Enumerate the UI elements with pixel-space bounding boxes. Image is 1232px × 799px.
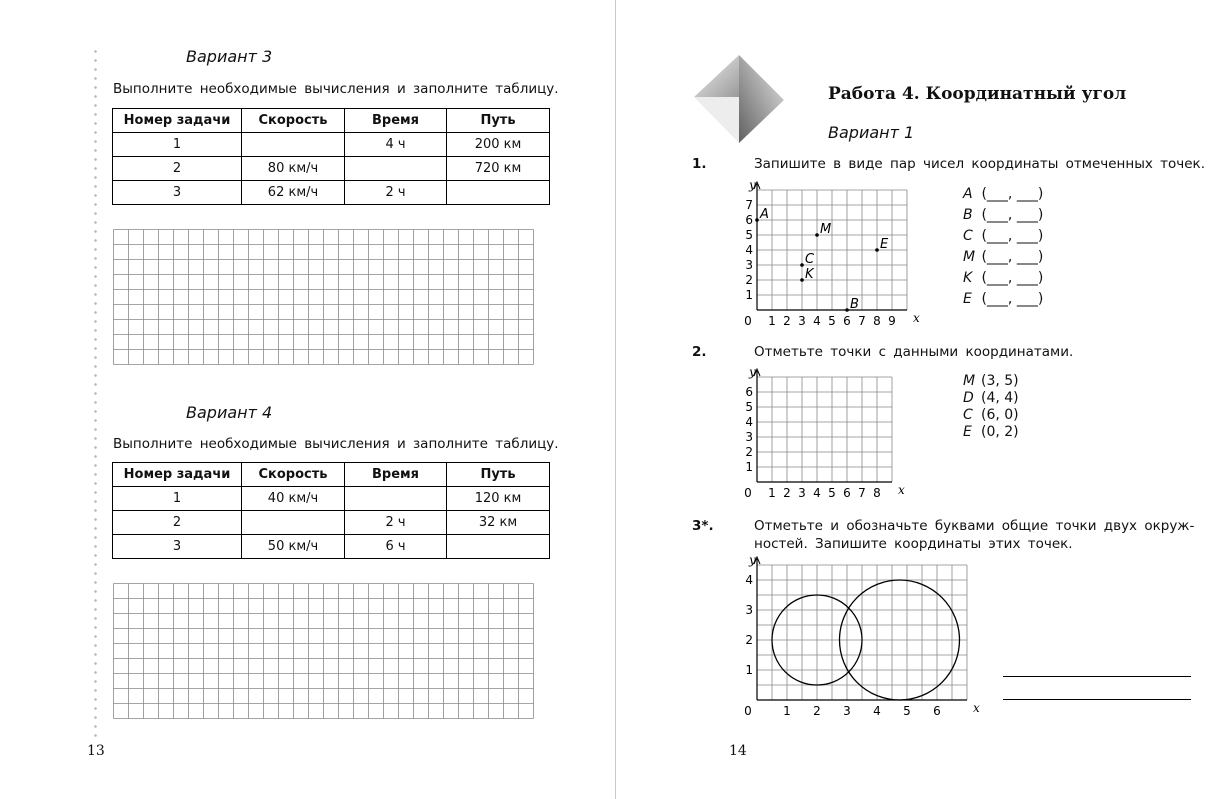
y-tick-label: 4 xyxy=(745,243,753,257)
task-2-coordinate-list xyxy=(963,373,1019,441)
x-tick-label: 7 xyxy=(858,314,866,328)
y-tick-label: 1 xyxy=(745,460,753,474)
x-tick-label: 2 xyxy=(783,314,791,328)
answer-blank[interactable]: (___, ___) xyxy=(981,228,1044,244)
answer-line-1[interactable] xyxy=(1003,676,1191,677)
answer-row-e xyxy=(963,289,1043,310)
table-cell: 80 км/ч xyxy=(242,157,345,181)
table-row xyxy=(113,133,550,157)
x-tick-label: 9 xyxy=(888,314,896,328)
variant-3-title: Вариант 3 xyxy=(186,47,273,66)
table-row xyxy=(113,487,550,511)
coord-label: C xyxy=(963,407,973,423)
answer-blank[interactable]: (___, ___) xyxy=(981,249,1044,265)
coord-row xyxy=(963,373,1019,390)
coord-label: D xyxy=(963,390,974,406)
point-b xyxy=(845,308,849,312)
x-tick-label: 3 xyxy=(798,486,806,500)
table-cell: 720 км xyxy=(447,157,550,181)
x-tick-label: 3 xyxy=(798,314,806,328)
y-tick-label: 3 xyxy=(745,430,753,444)
page-number-right: 14 xyxy=(729,743,747,759)
answer-row-k xyxy=(963,268,1043,289)
y-tick-label: 1 xyxy=(745,663,753,677)
table-cell: 4 ч xyxy=(345,133,447,157)
x-tick-label: 5 xyxy=(828,486,836,500)
answer-label: B xyxy=(963,207,973,223)
header-cell: Номер задачи xyxy=(113,109,242,133)
header-cell: Скорость xyxy=(242,463,345,487)
point-k xyxy=(800,278,804,282)
y-tick-label: 4 xyxy=(745,573,753,587)
answer-label: A xyxy=(963,186,973,202)
answer-label: M xyxy=(963,249,976,265)
table-cell: 6 ч xyxy=(345,535,447,559)
point-c xyxy=(800,263,804,267)
x-tick-label: 4 xyxy=(813,486,821,500)
table-cell: 1 xyxy=(113,487,242,511)
table-cell: 2 xyxy=(113,511,242,535)
x-tick-label: 0 xyxy=(744,486,752,500)
x-tick-label: 6 xyxy=(933,704,941,718)
task-3-text-line-1: Отметьте и обозначьте буквами общие точки двух окруж- xyxy=(754,518,1195,534)
table-cell: 32 км xyxy=(447,511,550,535)
x-tick-label: 0 xyxy=(744,314,752,328)
point-label: C xyxy=(805,252,815,267)
point-label: B xyxy=(850,297,859,312)
table-cell: 2 ч xyxy=(345,511,447,535)
y-tick-label: 4 xyxy=(745,415,753,429)
x-tick-label: 1 xyxy=(768,486,776,500)
coord-value: (4, 4) xyxy=(981,390,1019,406)
variant-4-instruction: Выполните необходимые вычисления и заполните таблицу. xyxy=(113,436,559,452)
working-grid-variant-3 xyxy=(113,229,537,365)
y-tick-label: 2 xyxy=(745,633,753,647)
work-title: Работа 4. Координатный угол xyxy=(828,84,1127,104)
x-tick-label: 8 xyxy=(873,486,881,500)
x-tick-label: 4 xyxy=(813,314,821,328)
x-axis-label: x xyxy=(973,701,980,715)
task-2-coordinate-grid[interactable] xyxy=(740,364,916,500)
x-tick-label: 7 xyxy=(858,486,866,500)
answer-row-b xyxy=(963,205,1043,226)
x-tick-label: 1 xyxy=(768,314,776,328)
point-label: K xyxy=(805,267,814,282)
task-1-text: Запишите в виде пар чисел координаты отмеченных точек. xyxy=(754,156,1205,172)
x-tick-label: 4 xyxy=(873,704,881,718)
x-tick-label: 5 xyxy=(903,704,911,718)
table-cell xyxy=(447,181,550,205)
y-tick-label: 5 xyxy=(745,228,753,242)
y-axis-label: y xyxy=(749,365,756,379)
answer-label: C xyxy=(963,228,973,244)
x-tick-label: 0 xyxy=(744,704,752,718)
point-m xyxy=(815,233,819,237)
answer-blank[interactable]: (___, ___) xyxy=(981,291,1044,307)
right-page xyxy=(616,0,1232,799)
table-cell: 3 xyxy=(113,181,242,205)
table-row xyxy=(113,181,550,205)
coord-label: E xyxy=(963,424,972,440)
point-label: A xyxy=(760,207,769,222)
dotted-margin-line xyxy=(94,47,97,737)
point-label: E xyxy=(880,237,889,252)
corner-decoration-icon xyxy=(694,55,784,145)
task-1-answer-list xyxy=(963,184,1043,310)
table-cell: 2 xyxy=(113,157,242,181)
variant-3-table xyxy=(112,108,550,205)
y-tick-label: 2 xyxy=(745,445,753,459)
x-tick-label: 6 xyxy=(843,486,851,500)
answer-label: K xyxy=(963,270,973,286)
table-cell xyxy=(447,535,550,559)
x-axis-label: x xyxy=(898,483,905,497)
task-2-text: Отметьте точки с данными координатами. xyxy=(754,344,1074,360)
table-cell: 1 xyxy=(113,133,242,157)
answer-row-a xyxy=(963,184,1043,205)
answer-line-2[interactable] xyxy=(1003,699,1191,700)
y-tick-label: 6 xyxy=(745,385,753,399)
y-axis-label: y xyxy=(749,178,756,192)
coord-row xyxy=(963,424,1019,441)
table-header-row xyxy=(113,109,550,133)
point-label: M xyxy=(820,222,832,237)
table-cell: 50 км/ч xyxy=(242,535,345,559)
coord-label: M xyxy=(963,373,976,389)
x-tick-label: 2 xyxy=(813,704,821,718)
coord-row xyxy=(963,407,1019,424)
coord-value: (0, 2) xyxy=(981,424,1019,440)
x-tick-label: 8 xyxy=(873,314,881,328)
variant-4-title: Вариант 4 xyxy=(186,403,273,422)
x-axis-label: x xyxy=(913,311,920,325)
y-tick-label: 2 xyxy=(745,273,753,287)
table-row xyxy=(113,511,550,535)
table-header-row xyxy=(113,463,550,487)
answer-label: E xyxy=(963,291,972,307)
header-cell: Путь xyxy=(447,463,550,487)
y-axis-label: y xyxy=(749,556,756,567)
variant-4-table xyxy=(112,462,550,559)
point-a xyxy=(755,218,759,222)
y-tick-label: 3 xyxy=(745,603,753,617)
y-tick-label: 5 xyxy=(745,400,753,414)
table-row xyxy=(113,157,550,181)
x-tick-label: 6 xyxy=(843,314,851,328)
coord-value: (6, 0) xyxy=(981,407,1019,423)
task-1-number: 1. xyxy=(692,156,707,172)
y-tick-label: 1 xyxy=(745,288,753,302)
answer-blank[interactable]: (___, ___) xyxy=(981,207,1044,223)
point-e xyxy=(875,248,879,252)
y-tick-label: 3 xyxy=(745,258,753,272)
coord-value: (3, 5) xyxy=(981,373,1019,389)
working-grid-variant-4 xyxy=(113,583,537,719)
table-cell: 120 км xyxy=(447,487,550,511)
table-cell: 62 км/ч xyxy=(242,181,345,205)
x-tick-label: 5 xyxy=(828,314,836,328)
task-3-text-line-2: ностей. Запишите координаты этих точек. xyxy=(754,536,1073,552)
x-tick-label: 3 xyxy=(843,704,851,718)
table-cell xyxy=(242,511,345,535)
answer-row-m xyxy=(963,247,1043,268)
x-tick-label: 1 xyxy=(783,704,791,718)
header-cell: Номер задачи xyxy=(113,463,242,487)
task-3-circles-grid[interactable] xyxy=(740,556,988,722)
task-1-coordinate-grid xyxy=(740,176,926,328)
header-cell: Время xyxy=(345,109,447,133)
table-cell: 3 xyxy=(113,535,242,559)
page-number-left: 13 xyxy=(87,743,105,759)
header-cell: Время xyxy=(345,463,447,487)
table-cell: 40 км/ч xyxy=(242,487,345,511)
table-cell: 2 ч xyxy=(345,181,447,205)
variant-3-instruction: Выполните необходимые вычисления и заполните таблицу. xyxy=(113,81,559,97)
header-cell: Скорость xyxy=(242,109,345,133)
x-tick-label: 2 xyxy=(783,486,791,500)
answer-blank[interactable]: (___, ___) xyxy=(981,270,1044,286)
coord-row xyxy=(963,390,1019,407)
answer-row-c xyxy=(963,226,1043,247)
y-tick-label: 6 xyxy=(745,213,753,227)
table-cell: 200 км xyxy=(447,133,550,157)
table-cell xyxy=(242,133,345,157)
task-2-number: 2. xyxy=(692,344,707,360)
task-3-number: 3*. xyxy=(692,518,714,534)
variant-1-title: Вариант 1 xyxy=(828,123,915,142)
table-cell xyxy=(345,157,447,181)
header-cell: Путь xyxy=(447,109,550,133)
y-tick-label: 7 xyxy=(745,198,753,212)
answer-blank[interactable]: (___, ___) xyxy=(981,186,1044,202)
table-cell xyxy=(345,487,447,511)
table-row xyxy=(113,535,550,559)
